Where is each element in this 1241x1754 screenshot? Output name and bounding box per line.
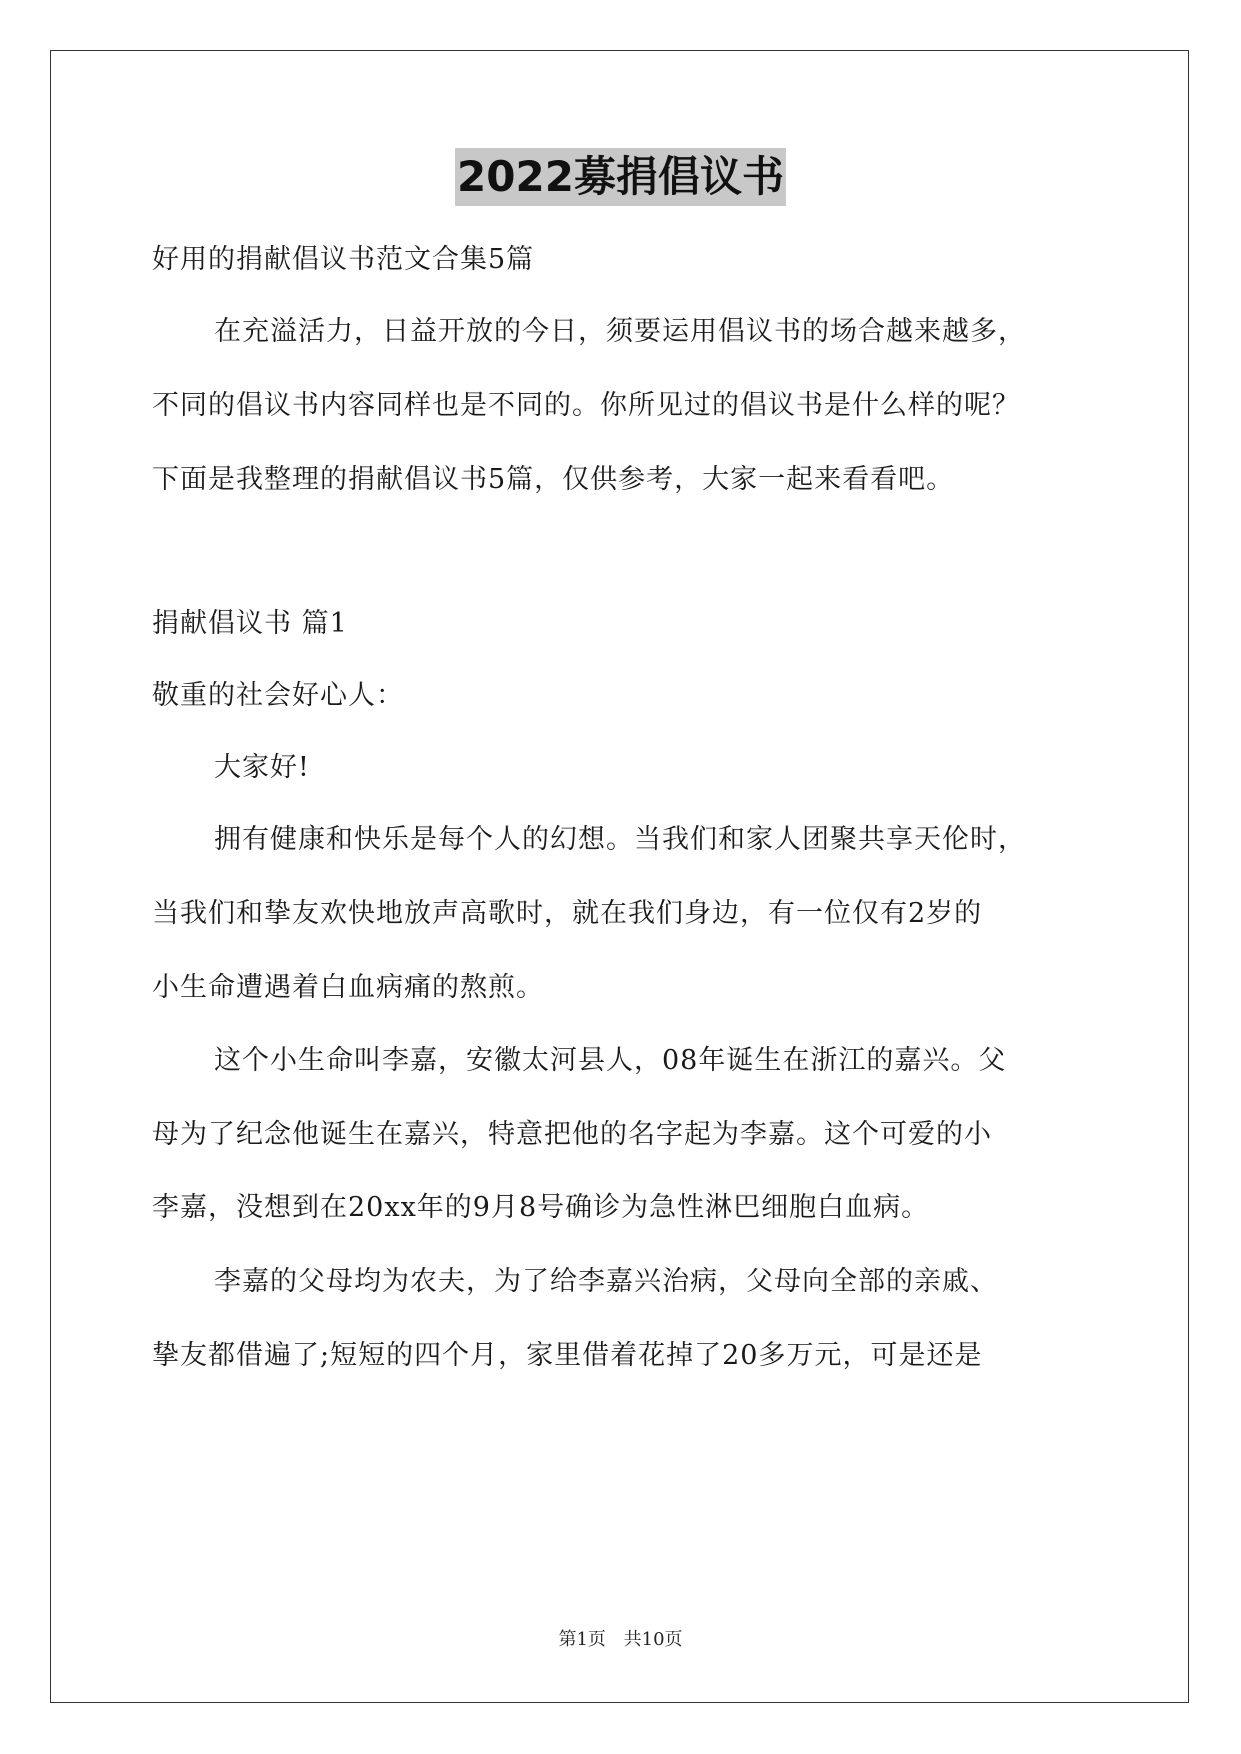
paragraph2-line-3: 李嘉，没想到在20xx年的9月8号确诊为急性淋巴细胞白血病。 [152,1192,930,1223]
document-title: 2022募捐倡议书 [455,148,786,206]
paragraph1-line-1: 拥有健康和快乐是每个人的幻想。当我们和家人团聚共享天伦时， [214,824,1026,855]
document-subtitle: 好用的捐献倡议书范文合集5篇 [152,244,535,275]
paragraph1-line-2: 当我们和挚友欢快地放声高歌时，就在我们身边，有一位仅有2岁的 [152,898,983,929]
intro-line-3: 下面是我整理的捐献倡议书5篇，仅供参考，大家一起来看看吧。 [152,464,955,495]
salutation: 敬重的社会好心人： [152,680,404,711]
page-number: 第1页 [558,1629,606,1650]
intro-line-1: 在充溢活力，日益开放的今日，须要运用倡议书的场合越来越多， [214,316,1026,347]
paragraph2-line-1: 这个小生命叫李嘉，安徽太河县人，08年诞生在浙江的嘉兴。父 [214,1045,1007,1076]
intro-line-2: 不同的倡议书内容同样也是不同的。你所见过的倡议书是什么样的呢？ [152,390,1020,421]
section-heading: 捐献倡议书 篇1 [152,608,348,639]
title-container [0,148,1241,206]
greeting: 大家好! [214,752,310,783]
paragraph1-line-3: 小生命遭遇着白血病痛的熬煎。 [152,972,544,1003]
page-border [50,50,1189,1703]
paragraph2-line-2: 母为了纪念他诞生在嘉兴，特意把他的名字起为李嘉。这个可爱的小 [152,1119,992,1150]
page-footer [0,1625,1241,1651]
paragraph3-line-2: 挚友都借遍了;短短的四个月，家里借着花掉了20多万元，可是还是 [152,1340,983,1371]
paragraph3-line-1: 李嘉的父母均为农夫，为了给李嘉兴治病，父母向全部的亲戚、 [214,1266,998,1297]
page-total: 共10页 [623,1629,683,1650]
